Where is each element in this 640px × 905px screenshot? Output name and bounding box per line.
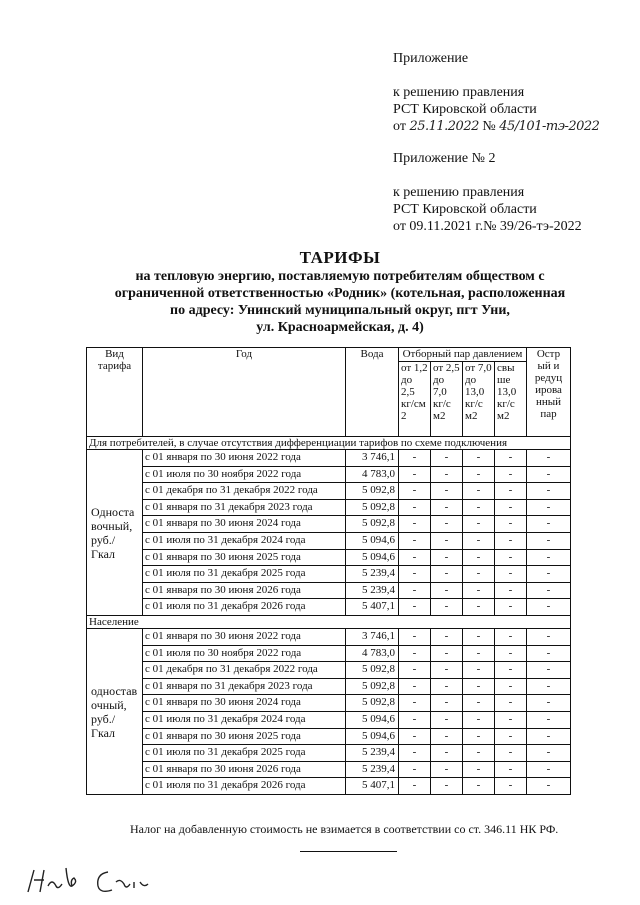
dash-cell: - <box>495 628 527 645</box>
dash-cell: - <box>431 645 463 662</box>
period-cell: с 01 января по 30 июня 2026 года <box>143 582 346 599</box>
dash-cell: - <box>399 761 431 778</box>
dash-cell: - <box>495 532 527 549</box>
dash-cell: - <box>399 566 431 583</box>
table-row <box>87 728 571 745</box>
header-steam-col-4: свы ше 13,0 кг/с м2 <box>495 362 527 437</box>
period-cell: с 01 января по 30 июня 2026 года <box>143 761 346 778</box>
dash-cell: - <box>527 549 571 566</box>
table-row <box>87 582 571 599</box>
dash-cell: - <box>431 695 463 712</box>
dash-cell: - <box>431 532 463 549</box>
water-value-cell: 5 094,6 <box>346 549 399 566</box>
dash-cell: - <box>495 549 527 566</box>
table-row <box>87 645 571 662</box>
dash-cell: - <box>463 628 495 645</box>
dash-cell: - <box>399 778 431 795</box>
dash-cell: - <box>527 466 571 483</box>
dash-cell: - <box>399 711 431 728</box>
water-value-cell: 5 239,4 <box>346 745 399 762</box>
dash-cell: - <box>463 662 495 679</box>
dash-cell: - <box>495 499 527 516</box>
period-cell: с 01 декабря по 31 декабря 2022 года <box>143 483 346 500</box>
dash-cell: - <box>463 499 495 516</box>
decision-ref-line-2: от 09.11.2021 г.№ 39/26-тэ-2022 <box>393 219 582 234</box>
period-cell: с 01 января по 30 июня 2025 года <box>143 728 346 745</box>
dash-cell: - <box>399 582 431 599</box>
dash-cell: - <box>431 711 463 728</box>
dash-cell: - <box>463 599 495 616</box>
water-value-cell: 5 094,6 <box>346 711 399 728</box>
water-value-cell: 5 407,1 <box>346 599 399 616</box>
appendix-2-title: Приложение № 2 <box>393 151 496 166</box>
dash-cell: - <box>431 549 463 566</box>
dash-cell: - <box>463 532 495 549</box>
tariff-type-population: одностав очный, руб./ Гкал <box>87 628 143 794</box>
water-value-cell: 5 092,8 <box>346 695 399 712</box>
dash-cell: - <box>495 516 527 533</box>
handwritten-number: 45/101-тэ-2022 <box>499 119 600 134</box>
group-2-rows <box>87 628 571 794</box>
period-cell: с 01 июля по 31 декабря 2024 года <box>143 711 346 728</box>
title-main: ТАРИФЫ <box>299 248 381 267</box>
section-header-2: Население <box>87 615 571 628</box>
table-row <box>87 466 571 483</box>
dash-cell: - <box>431 582 463 599</box>
dash-cell: - <box>399 549 431 566</box>
title-line-1: на тепловую энергию, поставляемую потребителям обществом с <box>135 269 545 284</box>
water-value-cell: 3 746,1 <box>346 450 399 467</box>
water-value-cell: 4 783,0 <box>346 645 399 662</box>
dash-cell: - <box>463 761 495 778</box>
dash-cell: - <box>431 450 463 467</box>
period-cell: с 01 июля по 31 декабря 2026 года <box>143 778 346 795</box>
dash-cell: - <box>527 566 571 583</box>
dash-cell: - <box>495 582 527 599</box>
dash-cell: - <box>495 745 527 762</box>
dash-cell: - <box>527 582 571 599</box>
appendix-header-2 <box>393 150 582 235</box>
ot-label: от <box>393 119 406 134</box>
dash-cell: - <box>399 628 431 645</box>
dash-cell: - <box>527 778 571 795</box>
dash-cell: - <box>463 745 495 762</box>
dash-cell: - <box>431 466 463 483</box>
dash-cell: - <box>495 662 527 679</box>
title-line-4: ул. Красноармейская, д. 4) <box>256 320 424 335</box>
table-row <box>87 628 571 645</box>
dash-cell: - <box>399 532 431 549</box>
dash-cell: - <box>495 711 527 728</box>
dash-cell: - <box>495 761 527 778</box>
dash-cell: - <box>527 499 571 516</box>
dash-cell: - <box>463 549 495 566</box>
vat-note: Налог на добавленную стоимость не взимается в соответствии со ст. 346.11 НК РФ. <box>130 822 559 836</box>
period-cell: с 01 июля по 31 декабря 2025 года <box>143 566 346 583</box>
dash-cell: - <box>463 678 495 695</box>
dash-cell: - <box>463 778 495 795</box>
water-value-cell: 5 094,6 <box>346 532 399 549</box>
header-voda: Вода <box>346 348 399 437</box>
dash-cell: - <box>431 566 463 583</box>
table-row <box>87 678 571 695</box>
header-steam-col-2: от 2,5 до 7,0 кг/с м2 <box>431 362 463 437</box>
dash-cell: - <box>431 745 463 762</box>
dash-cell: - <box>495 678 527 695</box>
dash-cell: - <box>527 483 571 500</box>
dash-cell: - <box>463 516 495 533</box>
handwritten-date: 25.11.2022 <box>409 119 479 134</box>
water-value-cell: 5 407,1 <box>346 778 399 795</box>
dash-cell: - <box>399 662 431 679</box>
decision-ref-line <box>393 118 599 135</box>
authority-line: РСТ Кировской области <box>393 102 537 117</box>
water-value-cell: 5 239,4 <box>346 566 399 583</box>
authority-line-2: РСТ Кировской области <box>393 202 537 217</box>
dash-cell: - <box>495 645 527 662</box>
number-label: № <box>482 119 496 134</box>
dash-cell: - <box>399 695 431 712</box>
dash-cell: - <box>495 695 527 712</box>
header-god: Год <box>143 348 346 437</box>
decision-line: к решению правления <box>393 85 525 100</box>
dash-cell: - <box>527 532 571 549</box>
document-title <box>60 248 620 336</box>
water-value-cell: 5 092,8 <box>346 678 399 695</box>
dash-cell: - <box>463 645 495 662</box>
dash-cell: - <box>463 483 495 500</box>
dash-cell: - <box>399 678 431 695</box>
water-value-cell: 5 092,8 <box>346 516 399 533</box>
dash-cell: - <box>527 728 571 745</box>
signature-line <box>300 851 397 852</box>
dash-cell: - <box>431 483 463 500</box>
water-value-cell: 5 092,8 <box>346 662 399 679</box>
dash-cell: - <box>495 728 527 745</box>
dash-cell: - <box>431 516 463 533</box>
dash-cell: - <box>495 483 527 500</box>
table-row <box>87 549 571 566</box>
dash-cell: - <box>431 761 463 778</box>
dash-cell: - <box>527 662 571 679</box>
dash-cell: - <box>463 711 495 728</box>
dash-cell: - <box>527 450 571 467</box>
dash-cell: - <box>495 599 527 616</box>
table-row <box>87 745 571 762</box>
dash-cell: - <box>527 599 571 616</box>
dash-cell: - <box>399 466 431 483</box>
appendix-title: Приложение <box>393 51 469 66</box>
dash-cell: - <box>463 450 495 467</box>
dash-cell: - <box>463 566 495 583</box>
dash-cell: - <box>399 599 431 616</box>
dash-cell: - <box>495 466 527 483</box>
dash-cell: - <box>495 566 527 583</box>
table-row <box>87 662 571 679</box>
dash-cell: - <box>399 516 431 533</box>
period-cell: с 01 января по 30 июня 2025 года <box>143 549 346 566</box>
period-cell: с 01 января по 30 июня 2022 года <box>143 628 346 645</box>
table-row <box>87 695 571 712</box>
period-cell: с 01 декабря по 31 декабря 2022 года <box>143 662 346 679</box>
handwritten-signature-icon <box>22 858 172 898</box>
period-cell: с 01 июля по 31 декабря 2025 года <box>143 745 346 762</box>
period-cell: с 01 июля по 31 декабря 2024 года <box>143 532 346 549</box>
table-row <box>87 450 571 467</box>
dash-cell: - <box>527 711 571 728</box>
period-cell: с 01 января по 31 декабря 2023 года <box>143 499 346 516</box>
period-cell: с 01 июля по 30 ноября 2022 года <box>143 466 346 483</box>
period-cell: с 01 января по 31 декабря 2023 года <box>143 678 346 695</box>
tariff-type-single-rate: Односта вочный, руб./ Гкал <box>87 450 143 616</box>
dash-cell: - <box>431 599 463 616</box>
dash-cell: - <box>527 745 571 762</box>
header-steam-group: Отборный пар давлением <box>399 348 527 362</box>
section-header-1: Для потребителей, в случае отсутствия дифференциации тарифов по схеме подключения <box>87 437 571 450</box>
period-cell: с 01 января по 30 июня 2024 года <box>143 516 346 533</box>
group-1-rows <box>87 450 571 616</box>
dash-cell: - <box>399 745 431 762</box>
dash-cell: - <box>431 628 463 645</box>
table-row <box>87 778 571 795</box>
dash-cell: - <box>399 499 431 516</box>
water-value-cell: 5 092,8 <box>346 483 399 500</box>
table-row <box>87 483 571 500</box>
water-value-cell: 5 239,4 <box>346 761 399 778</box>
period-cell: с 01 января по 30 июня 2022 года <box>143 450 346 467</box>
header-steam-col-3: от 7,0 до 13,0 кг/с м2 <box>463 362 495 437</box>
dash-cell: - <box>399 645 431 662</box>
dash-cell: - <box>495 450 527 467</box>
water-value-cell: 3 746,1 <box>346 628 399 645</box>
dash-cell: - <box>527 678 571 695</box>
table-row <box>87 761 571 778</box>
dash-cell: - <box>431 678 463 695</box>
period-cell: с 01 июля по 30 ноября 2022 года <box>143 645 346 662</box>
water-value-cell: 5 092,8 <box>346 499 399 516</box>
dash-cell: - <box>431 499 463 516</box>
dash-cell: - <box>495 778 527 795</box>
dash-cell: - <box>431 728 463 745</box>
dash-cell: - <box>431 778 463 795</box>
dash-cell: - <box>527 628 571 645</box>
water-value-cell: 5 239,4 <box>346 582 399 599</box>
header-ostry: Остр ый и редуц ирова нный пар <box>527 348 571 437</box>
dash-cell: - <box>463 582 495 599</box>
table-row <box>87 516 571 533</box>
table-row <box>87 499 571 516</box>
dash-cell: - <box>399 483 431 500</box>
title-line-2: ограниченной ответственностью «Родник» (котельная, расположенная <box>114 286 566 301</box>
table-row <box>87 566 571 583</box>
decision-line-2: к решению правления <box>393 185 525 200</box>
table-row <box>87 532 571 549</box>
dash-cell: - <box>399 450 431 467</box>
dash-cell: - <box>431 662 463 679</box>
period-cell: с 01 января по 30 июня 2024 года <box>143 695 346 712</box>
appendix-header-1 <box>393 50 599 135</box>
water-value-cell: 4 783,0 <box>346 466 399 483</box>
dash-cell: - <box>527 645 571 662</box>
dash-cell: - <box>527 761 571 778</box>
header-steam-col-1: от 1,2 до 2,5 кг/см 2 <box>399 362 431 437</box>
dash-cell: - <box>527 695 571 712</box>
dash-cell: - <box>463 695 495 712</box>
table-row <box>87 599 571 616</box>
table-row <box>87 711 571 728</box>
dash-cell: - <box>399 728 431 745</box>
tariff-table <box>86 347 571 795</box>
period-cell: с 01 июля по 31 декабря 2026 года <box>143 599 346 616</box>
dash-cell: - <box>527 516 571 533</box>
water-value-cell: 5 094,6 <box>346 728 399 745</box>
header-vid: Вид тарифа <box>87 348 143 437</box>
title-line-3: по адресу: Унинский муниципальный округ, пгт Уни, <box>170 303 510 318</box>
dash-cell: - <box>463 728 495 745</box>
dash-cell: - <box>463 466 495 483</box>
